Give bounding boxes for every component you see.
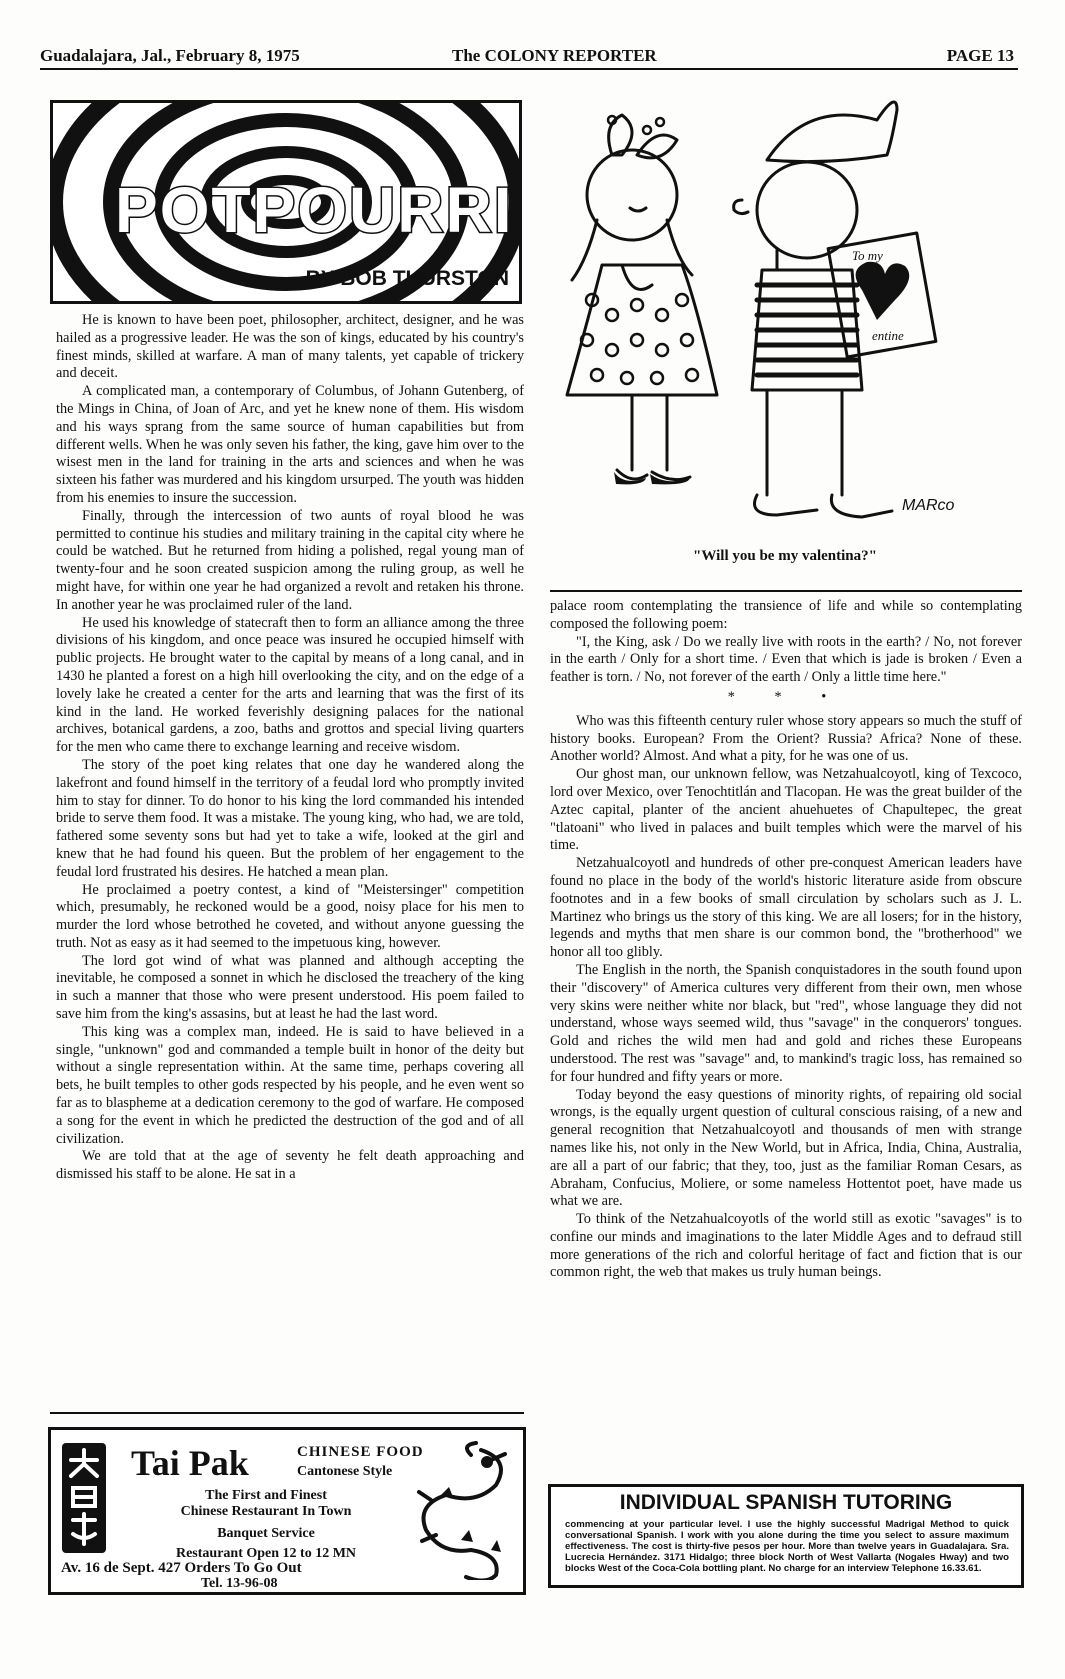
paragraph: He proclaimed a poetry contest, a kind of "Meistersinger" competition which, presumably, he reckoned would be a good, noisy place for his men to murder the lord whose betrothed he coveted, and without anyone guessing the truth. Not as easy as it had seemed to the impetuous king, however. [56,881,524,951]
cuisine-label: CHINESE FOOD [297,1444,424,1460]
chinese-seal-logo [61,1442,107,1554]
ad-title: INDIVIDUAL SPANISH TUTORING [619,1491,953,1514]
ad-body: commencing at your particular level. I use the highly successful Madrigal Method to quick conversational Spanish. I work with you alone during the time you select to assure maximum effectiveness. The cost is thirty-five pesos per hour. More than twelve years in Guadalajara. Sra. Lucrecia Hernández. 3171 Hidalgo; three block North of West Vallarta (Nogales Hway) and two blocks West of the Coca-Cola bottling plant. No charge for an interview Telephone 16.33.61. [565,1519,1009,1574]
paragraph: Our ghost man, our unknown fellow, was Netzahualcoyotl, king of Texcoco, lord over Mexico, over Tenochtitlán and Tlacopan. He was the great builder of the Aztec capital, planter of the ancient ahuehuetes of Chapultepec, the great "tlatoani" who lived in palaces and built temples which were the marvel of his time. [550,766,1022,854]
card-text-bottom: entine [872,328,904,343]
girl-dress [567,265,717,395]
ad-hours: Restaurant Open 12 to 12 MN [175,1546,357,1561]
spanish-tutoring-advertisement [548,1484,1024,1588]
paragraph: To think of the Netzahualcoyotls of the world still as exotic "savages" is to confine our minds and imaginations to the later Middle Ages and to defraud still more generations of the rich and colorful heritage of fact and fiction that is our common right, the web that makes us truly human beings. [550,1211,1022,1281]
poem: "I, the King, ask / Do we really live with roots in the earth? / No, not forever in the earth / Only for a short time. / Even that which is jade is broken / Even a feather is torn. / No, not forever of the earth / Only a little time here." [550,633,1022,686]
divider [50,1412,524,1414]
paragraph: The story of the poet king relates that one day he wandered along the lakefront and found himself in the territory of a feudal lord who promptly invited him to stay for dinner. To do honor to his king the lord commanded his intended bride to serve them food. It was a mistake. The young king, who had, we are told, fathered some seventy sons but had yet to take a wife, looked at the girl and knew that he had found his queen. But the problem of her engagement to the feudal lord frustrated his desires. He hatched a mean plan. [56,756,524,880]
divider [550,590,1022,592]
paragraph: A complicated man, a contemporary of Columbus, of Johann Gutenberg, of the Mings in China, of Joan of Arc, and yet he knew none of them. His wisdom and his ways sprang from the same source of human capabilities but from different wells. When he was only seven his father, the king, gave him over to the wisest men in the land for training in the arts and sciences and when he was sixteen his father was murdered and his kingdom ursurped. The youth was hidden from his enemies to insure the succession. [56,383,524,506]
restaurant-name: Tai Pak [131,1443,249,1483]
section-separator: * * • [727,688,845,705]
cartoon-caption: "Will you be my valentina?" [693,548,877,564]
ad-tagline: Chinese Restaurant In Town [180,1504,352,1519]
masthead-dateline: Guadalajara, Jal., February 8, 1975 [40,46,300,65]
article-right-column [550,598,1022,1282]
artist-signature: MARco [902,497,955,514]
paragraph: We are told that at the age of seventy he felt death approaching and dismissed his staff to be alone. He sat in a [56,1148,524,1183]
dragon-illustration [411,1440,515,1580]
paragraph: Who was this fifteenth century ruler whose story appears so much the stuff of history books. European? From the Orient? Russia? Africa? None of these. Another world? Almost. And what a pity, for he was one of us. [550,712,1022,765]
ad-address: Av. 16 de Sept. 427 Orders To Go Out [61,1560,302,1576]
style-label: Cantonese Style [297,1464,393,1479]
paragraph: He used his knowledge of statecraft then to form an alliance among the three divisions of his kingdom, and once peace was insured he occupied himself with public projects. He brought water to the capital by means of a long canal, and in 1430 he planted a forest on a high hill overlooking the city, and on the edge of a lovely lake he created a center for the arts and learning that was the first of its kind in the land. He worked feverishly designing palaces for the national archives, botanical gardens, a zoo, baths and grottos and special living quarters for the men who came there to exchange learning and receive wisdom. [56,614,524,756]
tai-pak-advertisement [48,1427,526,1595]
ad-service: Banquet Service [217,1526,315,1541]
paragraph: The English in the north, the Spanish conquistadores in the south found upon their "discovery" of America cultures very different from their own, men whose very skins were neither white nor black, but "red", whose language they did not understand, whose ways seemed wild, thus "savage" in the conquerors' tongues. Gold and riches the wild men had and gold and riches these Europeans understood. The rest was "savage" and, to mankind's tragic loss, has remained so for four hundred and fifty years or more. [550,961,1022,1085]
ad-telephone: Tel. 13-96-08 [201,1576,278,1591]
paragraph: This king was a complex man, indeed. He is said to have believed in a single, "unknown" god and commanded a temple built in honor of the deity but without a single representation within. At the same time, perhaps covering all bets, he built temples to other gods respected by his people, and he even went so far as to blaspheme at a dedication ceremony to the god of warfare. He composed a song for the event in which he predicted the destruction of the god and of all civilization. [56,1023,524,1147]
paragraph: Finally, through the intercession of two aunts of royal blood he was permitted to continue his studies and military training in the capital city where he could be watched. But he returned from hiding a polished, regal young man of twenty-four and he soon created suspicion among the ruling group, as well he might have, for within one year he had organized a revolt and retaken his throne. In another year he was proclaimed ruler of the land. [56,507,524,613]
column-byline: BY BOB THURSTON [305,267,509,290]
paragraph: The lord got wind of what was planned and although accepting the inevitable, he composed a sonnet in which he disclosed the treachery of the king in such a manner that those who were present understood. His poem failed to save him from the king's assasins, but at least he had the last word. [56,952,524,1023]
boy-hat [767,102,897,162]
masthead-page-number: PAGE 13 [946,46,1014,65]
heart-icon [856,262,910,320]
ad-tagline: The First and Finest [205,1488,327,1503]
paragraph: palace room contemplating the transience of life and while so contemplating composed the following poem: [550,598,1022,632]
paragraph: Today beyond the easy questions of minority rights, of repairing old social wrongs, is the equally urgent question of cultural conscious raising, of a new and general recognition that Netzahualcoyotl and thousands of men with strange names like his, not only in the New World, but in Africa, India, China, Australia, are all a part of our fabric; that they, too, just as the familiar Roman Cesars, as Abraham, Confucius, Moliere, or some nameless Hottentot poet, have made us what we are. [550,1086,1022,1210]
masthead-paper-name: The COLONY REPORTER [452,46,657,65]
card-text-top: To my [852,248,883,263]
paragraph: He is known to have been poet, philosopher, architect, designer, and he was hailed as a progressive leader. He was the son of kings, educated by his country's finest minds, skilled at warfare. A man of many talents, yet capable of trickery and deceit. [56,312,524,382]
column-title: POTPOURRI [115,174,514,246]
paragraph: Netzahualcoyotl and hundreds of other pre-conquest American leaders have found no place in the body of the world's historic literature aside from obscure footnotes and in a few books of small circulation by scholars such as J. L. Martinez who brings us the story of this king. We are all losers; for in the history, legends and myths that men share is our common bond, the "brotherhood" we honor all too glibly. [550,855,1022,961]
article-left-column [56,312,524,1184]
potpourri-header [50,100,522,304]
valentine-cartoon [552,100,1018,570]
masthead [40,42,1018,70]
